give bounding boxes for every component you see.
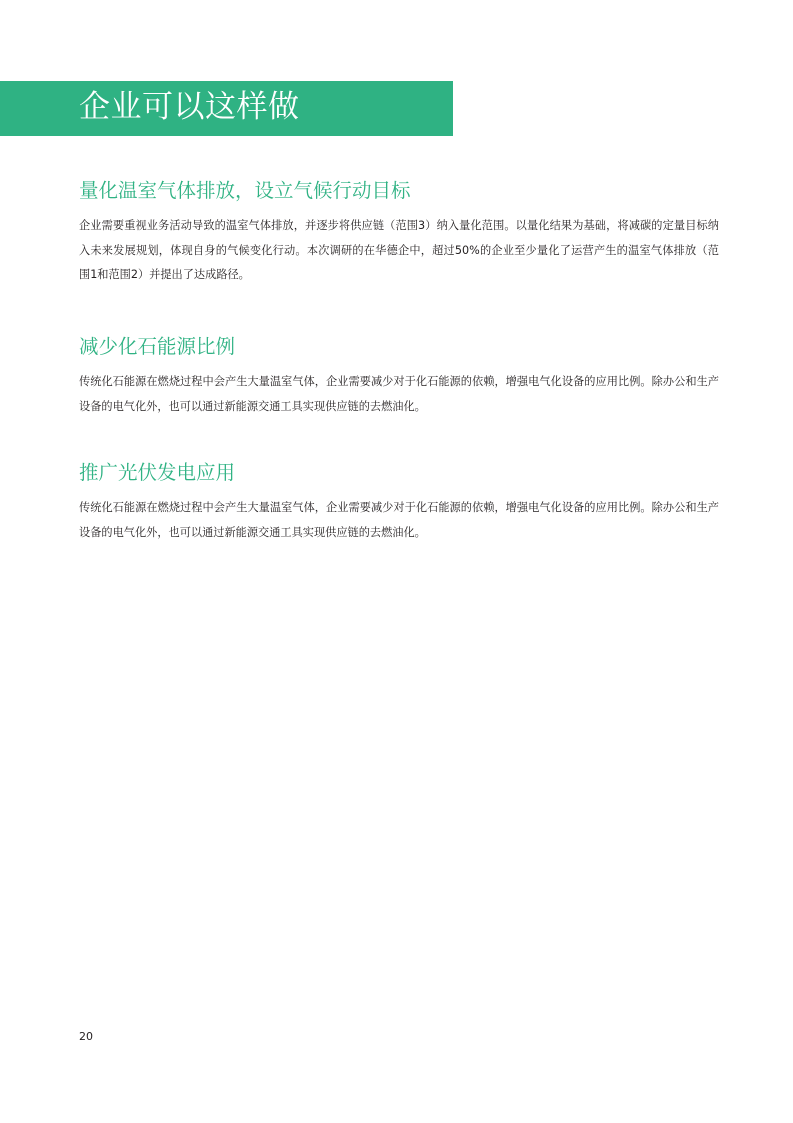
section-body: 企业需要重视业务活动导致的温室气体排放，并逐步将供应链（范围3）纳入量化范围。以量化结果为基础，将减碳的定量目标纳入未来发展规划，体现自身的气候变化行动。本次调研的在华德企中，超过50%的企业至少量化了运营产生的温室气体排放（范围1和范围2）并提出了达成路径。 (79, 219, 719, 281)
section-body: 传统化石能源在燃烧过程中会产生大量温室气体，企业需要减少对于化石能源的依赖，增强电气化设备的应用比例。除办公和生产设备的电气化外，也可以通过新能源交通工具实现供应链的去燃油化。 (79, 375, 719, 413)
page-number: 20 (79, 1030, 93, 1043)
section-heading: 减少化石能源比例 (79, 335, 236, 358)
section-body: 传统化石能源在燃烧过程中会产生大量温室气体，企业需要减少对于化石能源的依赖，增强电气化设备的应用比例。除办公和生产设备的电气化外，也可以通过新能源交通工具实现供应链的去燃油化。 (79, 501, 719, 539)
section-heading: 量化温室气体排放，设立气候行动目标 (79, 179, 411, 202)
section-promote-solar (79, 460, 719, 545)
page-title: 企业可以这样做 (79, 89, 300, 125)
section-heading: 推广光伏发电应用 (79, 461, 236, 484)
section-quantify-emissions (79, 178, 719, 288)
section-reduce-fossil-energy (79, 334, 719, 419)
title-banner (0, 81, 453, 136)
